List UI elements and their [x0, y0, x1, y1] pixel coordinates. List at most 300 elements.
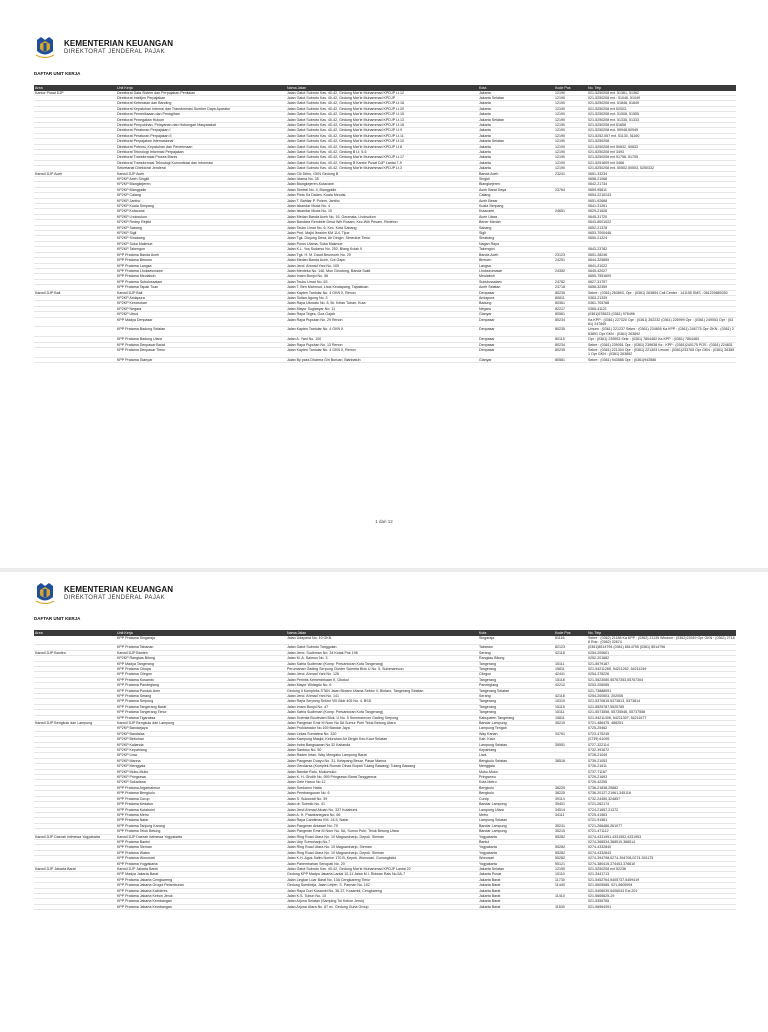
city-cell: Subulussalam — [478, 279, 554, 284]
postal-code-cell: 80581 — [554, 357, 587, 362]
phone-cell: (0361)8514794 (0361) 8514795 (0361) 8514796 — [587, 645, 736, 650]
postal-code-cell: 11730 — [554, 877, 587, 882]
unit-cell: Direktorat Penegakan Hukum — [116, 117, 286, 122]
address-cell: Jalan Utama No. 35 — [286, 177, 478, 182]
postal-code-cell: 12190 — [554, 122, 587, 127]
phone-cell: 0274-368534,368510,368514 — [587, 839, 736, 844]
city-cell: Jakarta Selatan — [478, 95, 554, 100]
address-cell: Jalan Teuku Umar No. 6, Kec. Kota Sabang — [286, 225, 478, 230]
address-cell: Jalan Medan Banda Aceh, Cot Gapu — [286, 258, 478, 263]
city-cell: Lampung Selatan — [478, 742, 554, 747]
city-cell: Bireuen — [478, 258, 554, 263]
city-cell: Tangerang Selatan — [478, 688, 554, 693]
address-cell: Jalan Gatot Subroto Kav. 40-42, Gedung B Lt. 5-6 — [286, 149, 478, 154]
postal-code-cell: 12190 — [554, 101, 587, 106]
unit-cell: Kanwil DJP Bengkulu dan Lampung — [116, 721, 286, 726]
postal-code-cell: 35215 — [554, 721, 587, 726]
phone-cell: 0654-2210243 — [587, 193, 736, 198]
unit-cell: KP2KP Lhoksukon — [116, 214, 286, 219]
address-cell: Jalan Gatot Subroto Kav. 40-42, Gedung Mar'ie Muhammad KPDJP Lt.10 — [286, 139, 478, 144]
city-cell: Banda Aceh — [478, 171, 554, 176]
unit-cell: Direktorat Intelijen Perpajakan — [116, 95, 286, 100]
unit-cell: KPP Pratama Lhokseumawe — [116, 268, 286, 273]
city-cell: Denpasar — [478, 337, 554, 342]
phone-cell: 021-5665625-29 — [587, 894, 736, 899]
unit-cell: KPP Madya Denpasar — [116, 317, 286, 327]
unit-cell: KPP Pratama Jakarta Kalideres — [116, 888, 286, 893]
unit-cell: KP2KP Jantho — [116, 198, 286, 203]
address-cell: Jalan Ring Road Utara No. 10 Maguwoharjo, Sleman — [286, 845, 478, 850]
phone-cell: 0651-33234 — [587, 171, 736, 176]
address-cell: Jalan Jend Ahmad Akuan No. 337 Kotabumi — [286, 807, 478, 812]
table-row — [34, 715, 736, 720]
address-cell: Jalan Panembahan Senopati No. 20 — [286, 861, 478, 866]
unit-cell: KPP Pratama Teluk Betung — [116, 829, 286, 834]
address-cell: Jalan Gatot Subroto Kav. 40-42, Gedung Mar'ie Muhammad KPDJP Lt.18 — [286, 101, 478, 106]
unit-cell: KPP Pratama Pandeglang — [116, 683, 286, 688]
city-cell: Tangerang — [478, 710, 554, 715]
postal-code-cell: 15811 — [554, 715, 587, 720]
unit-cell: Sekretariat Direktorat Jenderal — [116, 166, 286, 171]
address-cell: Jalan Iskandar Muda No. 4 — [286, 204, 478, 209]
city-cell: Banda Aceh — [478, 252, 554, 257]
city-cell: Denpasar — [478, 290, 554, 295]
city-cell: Curup — [478, 796, 554, 801]
phone-cell: 0736-20127,21961,345116 — [587, 791, 736, 796]
address-cell: Jalan Jend. Ahmad Yani No. 105 — [286, 263, 478, 268]
phone-cell: 0723-475245 — [587, 731, 736, 736]
address-cell: Jalan Kapten Tantular No. 4 GKN II, Renon — [286, 290, 478, 295]
postal-code-cell: 12190 — [554, 106, 587, 111]
phone-cell: 0274-4331951,4331952,4331953 — [587, 834, 736, 839]
city-cell: Aceh Selatan — [478, 285, 554, 290]
table-row — [34, 348, 736, 358]
column-header: Kota — [478, 85, 554, 91]
column-header: Nama Jalan — [286, 85, 478, 91]
city-cell: Metro — [478, 812, 554, 817]
address-cell: Jalan K.L. Yos Sudarso No. 252, Blang Kolak II — [286, 247, 478, 252]
city-cell: Bengkulu — [478, 791, 554, 796]
phone-cell: 021-5406039,5406043 Ext.201 — [587, 888, 736, 893]
unit-cell: KPP Pratama Tangerang Barat — [116, 704, 286, 709]
address-cell: Jalan Raya Uluwatu No. 8, Br. Kelan Tuban, Kuta — [286, 301, 478, 306]
phone-cell: 0651-92668 — [587, 198, 736, 203]
city-cell: Jakarta Barat — [478, 904, 554, 909]
address-cell: Jalan T. Ben Mahmud, Lhok Keutapang, Tapaktuan — [286, 285, 478, 290]
postal-code-cell: 11440 — [554, 883, 587, 888]
address-cell: Jalan Raya Puputan No. 29 Renon — [286, 317, 478, 327]
phone-cell: 0645-31720 — [587, 214, 736, 219]
address-cell: Jalan Perintis Kemerdekaan II, Cikokol — [286, 677, 478, 682]
unit-cell: KP2KP Amlapura — [116, 295, 286, 300]
unit-cell: KPP Pratama Pondok Aren — [116, 688, 286, 693]
table-row — [34, 357, 736, 362]
unit-cell: KPP Pratama Wonosari — [116, 856, 286, 861]
phone-cell: 0739-21053 — [587, 758, 736, 763]
address-cell: Jalan K.H. Agus Salim Nomor 170 B, Kepek, Wonosari, Gunungkidul — [286, 856, 478, 861]
unit-cell: Direktorat Teknologi Informasi Perpajakan — [116, 149, 286, 154]
city-cell: Lampung Selatan — [478, 818, 554, 823]
unit-cell: KPP Pratama Bantul — [116, 839, 286, 844]
unit-cell: Kanwil DJP Daerah Istimewa Yogyakarta — [116, 834, 286, 839]
postal-code-cell: 82217 — [554, 306, 587, 311]
address-cell: Jalan Iskandar Muda No. 10 — [286, 209, 478, 214]
postal-code-cell: 12190 — [554, 144, 587, 149]
postal-code-cell: 24352 — [554, 268, 587, 273]
postal-code-cell: 35215 — [554, 829, 587, 834]
ministry-logo-icon — [34, 582, 56, 606]
address-cell: Jalan Imam Bonjol No. 56 — [286, 274, 478, 279]
city-cell: Jakarta — [478, 149, 554, 154]
unit-cell: KP2KP Kepahiang — [116, 748, 286, 753]
phone-cell: 021-5250208 ext. 50502,50503, 5250332 — [587, 166, 736, 171]
postal-code-cell: 12190 — [554, 866, 587, 871]
address-cell: Jalan Lingkar Luar Barat No. 10A Cengkareng Timur — [286, 877, 478, 882]
phone-cell: 0254-376226 — [587, 672, 736, 677]
phone-cell: (0361)978523 (0361) 976496 — [587, 312, 736, 317]
table-row — [34, 101, 736, 106]
address-cell: Jalan Urip Sumoharjo No.7 — [286, 839, 478, 844]
phone-cell: 021-5250208 ext 51658 — [587, 122, 736, 127]
city-cell: Lhokseumawe — [478, 268, 554, 273]
unit-cell: KPP Pratama Denpasar Timur — [116, 348, 286, 358]
city-cell: Yogyakarta — [478, 845, 554, 850]
unit-cell: KPP Pratama Denpasar Barat — [116, 342, 286, 347]
postal-code-cell: 80361 — [554, 301, 587, 306]
column-header: Unit Kerja — [116, 630, 286, 636]
city-cell: Jakarta — [478, 128, 554, 133]
address-cell: Jalan M. A. Salmun No. 3 — [286, 656, 478, 661]
phone-cell: 021-5250208 ext 51756, 51755 — [587, 155, 736, 160]
phone-cell: 021-5523080,55767353,55767304 — [587, 677, 736, 682]
table-row — [34, 327, 736, 337]
postal-code-cell: 12190 — [554, 128, 587, 133]
postal-code-cell: 12190 — [554, 155, 587, 160]
address-cell: Jalan Gele Harun No 12 — [286, 780, 478, 785]
postal-code-cell: 55282 — [554, 845, 587, 850]
ministry-name: KEMENTERIAN KEUANGAN — [64, 39, 174, 48]
unit-cell: KPP Pratama Kotabumi — [116, 807, 286, 812]
postal-code-cell: 15811 — [554, 666, 587, 671]
phone-cell: 021-5250208 — [587, 139, 736, 144]
address-cell: Jalan Sentral No. 4, Blangpidie — [286, 187, 478, 192]
postal-code-cell: 24651 — [554, 209, 587, 214]
phone-cell: 0252-201682 — [587, 656, 736, 661]
column-header: Unit Kerja — [116, 85, 286, 91]
city-cell: Kepahiang — [478, 748, 554, 753]
postal-code-cell: 12190 — [554, 95, 587, 100]
unit-cell: KP2KP Bebuhan — [116, 737, 286, 742]
phone-cell: 0629-21628 — [587, 209, 736, 214]
unit-cell: KP2KP Negara — [116, 306, 286, 311]
phone-cell: 021-73888091 — [587, 688, 736, 693]
unit-cell: KPP Pratama Subulussalam — [116, 279, 286, 284]
phone-cell: 0363-21339 — [587, 295, 736, 300]
table-row — [34, 317, 736, 327]
unit-cell: KPP Pratama Argamakmur — [116, 785, 286, 790]
city-cell: Tabanan — [478, 645, 554, 650]
city-cell: Menggala — [478, 764, 554, 769]
postal-code-cell: 55282 — [554, 834, 587, 839]
postal-code-cell: 55282 — [554, 850, 587, 855]
phone-cell: 0627-31757 — [587, 279, 736, 284]
address-cell: Jalan Medan Banda Aceh No. 16, Geumata, Lhoksukon — [286, 214, 478, 219]
city-cell: Jakarta Barat — [478, 877, 554, 882]
city-cell: Serang — [478, 650, 554, 655]
unit-cell: KP2KP Sinabang — [116, 236, 286, 241]
area-cell: Kanwil DJP Bali — [34, 290, 116, 295]
address-cell: Jalan Kapten Tantular No. 4 GKN II, Renon — [286, 348, 478, 358]
address-cell: Jalan S. Sukowati No. 39 — [286, 796, 478, 801]
address-cell: Jalan Pangeran Emir M Noer No 5A Sumur Putri Teluk Betung Utara — [286, 721, 478, 726]
postal-code-cell: 55282 — [554, 856, 587, 861]
city-cell: Jakarta — [478, 122, 554, 127]
postal-code-cell: 80115 — [554, 337, 587, 342]
city-cell: Kota Metro — [478, 780, 554, 785]
phone-cell: 0656-32359 — [587, 285, 736, 290]
city-cell: Bantul — [478, 839, 554, 844]
area-cell — [34, 327, 116, 337]
address-cell: Gedung II Kompleks STAN Jalan Bintaro Utama Sektor V, Bintaro, Tangerang Selatan — [286, 688, 478, 693]
address-cell: Jalan Pangeran Antasari No. 79 — [286, 823, 478, 828]
postal-code-cell: 23718 — [554, 285, 587, 290]
unit-cell: KPP Pratama Serang — [116, 693, 286, 698]
unit-cell: KPP Pratama Curup — [116, 796, 286, 801]
phone-cell: 021-5573558, 55735548, 55737558 — [587, 710, 736, 715]
unit-cell: Direktorat Potensi, Kepatuhan dan Penerimaan — [116, 144, 286, 149]
city-cell: Sigli — [478, 231, 554, 236]
phone-cell: Ka KPP : (0361) 227320 Opr : (0361) 262232 (0361) 226999 Opr : (0361) 249053 Opr : (0361) 247849 — [587, 317, 736, 327]
unit-cell: Direktorat Penyuluhan, Pelayanan dan Hubungan Masyarakat — [116, 122, 286, 127]
city-cell: Yogyakarta — [478, 850, 554, 855]
phone-cell: 0650-21224 — [587, 236, 736, 241]
table-row — [34, 856, 736, 861]
address-cell: Jalan Prof. Majid Ibrahim KM 114, Tijue — [286, 231, 478, 236]
address-cell: Jalan Proklamator No.169 Bandar Jaya — [286, 726, 478, 731]
table-row — [34, 166, 736, 171]
address-cell: Jalan Mayor Widagdo No. 6 — [286, 683, 478, 688]
address-cell: Jalan Bandara Rembele Desa Wih Rosam, Kec.Wih Pesam, Redelon — [286, 220, 478, 225]
city-cell: Tangerang — [478, 666, 554, 671]
phone-cell: 021-5250208 ext : 51046, 51049 — [587, 95, 736, 100]
city-cell: Jakarta — [478, 101, 554, 106]
unit-cell: KP2KP Takengon — [116, 247, 286, 252]
city-cell: Aceh Besar — [478, 198, 554, 203]
postal-code-cell: 10110 — [554, 872, 587, 877]
area-cell: Kanwil DJP Bengkulu dan Lampung — [34, 721, 116, 726]
postal-code-cell: 12190 — [554, 133, 587, 138]
unit-cell: Kanwil DJP Aceh — [116, 171, 286, 176]
city-cell: Jakarta — [478, 166, 554, 171]
address-cell: Jalan Pangeran Duayu No. 31, Ketapang Besar, Pasar Manna — [286, 758, 478, 763]
address-cell: Jalan Pembangunan No. 6 — [286, 791, 478, 796]
unit-cell: KPP Pratama Jakarta Kembangan — [116, 904, 286, 909]
unit-cell: KP2KP Kerobokan — [116, 301, 286, 306]
city-cell: Jakarta Selatan — [478, 866, 554, 871]
unit-cell: KP2KP Bandalas — [116, 731, 286, 736]
phone-cell: (0739) 61095 — [587, 737, 736, 742]
phone-cell: 021-5250208 ext 52236 — [587, 866, 736, 871]
city-cell: Kab. Kaur — [478, 737, 554, 742]
unit-cell: KPP Pratama Metro — [116, 812, 286, 817]
postal-code-cell: 34111 — [554, 812, 587, 817]
address-cell: Jalan Raya Serpong Sektor VIII Blok 405 No. 4, BSD — [286, 699, 478, 704]
city-cell: Bandar Lampung — [478, 823, 554, 828]
address-cell: Jalan Satria Sudirman (Komp. Perkantoran Kota Tangerang) — [286, 710, 478, 715]
unit-cell: Kanwil DJP Bali — [116, 290, 286, 295]
unit-cell: KP2KP Blangkejeren — [116, 182, 286, 187]
city-cell: Serang — [478, 693, 554, 698]
phone-cell: Sekre : (0361) 263893, Opr : (0361) 263894 Call Center : 141155 SMS : 081229889250 — [587, 290, 736, 295]
unit-cell: KPP Pratama Tangerang Timur — [116, 710, 286, 715]
postal-code-cell: 80235 — [554, 327, 587, 337]
address-cell: Jalan Sultan Agung No. 3 — [286, 295, 478, 300]
column-header: Kode Pos — [554, 630, 587, 636]
phone-cell: 0365-41121 — [587, 306, 736, 311]
unit-cell: KP2KP Liwa — [116, 753, 286, 758]
ministry-logo-icon — [34, 36, 56, 60]
city-cell: Gianyar — [478, 312, 554, 317]
unit-cell: KPP Pratama Cilegon — [116, 672, 286, 677]
city-cell: Aceh Barat Daya — [478, 187, 554, 192]
table-row — [34, 91, 736, 96]
address-cell: Jalan Tgk. H. M. Daud Beureueh No. 20 — [286, 252, 478, 257]
phone-cell: 0651-28246 — [587, 252, 736, 257]
address-cell: Jalan A. Yani No. 100 — [286, 337, 478, 342]
address-cell: Jalan Gatot Subroto Kav. 40-42, Gedung Mar'ie Muhammad KPDJP Lt.13 — [286, 117, 478, 122]
unit-cell: KPP Pratama Jakarta Kembangan — [116, 899, 286, 904]
postal-code-cell: 12190 — [554, 112, 587, 117]
address-cell: Jalan Gatot Subroto Kav. 40-42, Gedung Mar'ie Muhammad KPDJP — [286, 95, 478, 100]
unit-cell: KPP Pratama Banda Aceh — [116, 252, 286, 257]
postal-code-cell: 11410 — [554, 894, 587, 899]
address-cell: Jalan Blangkejeren-Kutacane — [286, 182, 478, 187]
city-cell: Lampung Tengah — [478, 726, 554, 731]
address-cell: Jalan Gatot Subroto Kav. 40-42, Gedung Mar'ie Muhammad KPDJP Lt.11 — [286, 133, 478, 138]
unit-cell: KPP Pratama Tanjung Karang — [116, 823, 286, 828]
unit-cell: KPP Pratama Cikupa — [116, 666, 286, 671]
address-cell: Jalan Raya Teges, Goa Gajah — [286, 312, 478, 317]
city-cell: Jakarta — [478, 91, 554, 96]
unit-cell: KPP Pratama Wates — [116, 850, 286, 855]
city-cell: Negara — [478, 306, 554, 311]
unit-cell: KPP Pratama Badung Selatan — [116, 327, 286, 337]
address-cell: Jalan Satria Sudirman (Komp. Perkantoran Kota Tangerang) — [286, 661, 478, 666]
city-cell: Tangerang — [478, 661, 554, 666]
city-cell: Jakarta Selatan — [478, 139, 554, 144]
area-cell: Kanwil DJP Aceh — [34, 171, 116, 176]
table-row — [34, 144, 736, 149]
city-cell: Pringsewu — [478, 775, 554, 780]
unit-cell: Direktorat Peraturan Perpajakan II — [116, 133, 286, 138]
phone-cell: 0644-325859 — [587, 258, 736, 263]
phone-cell: 0729-21693 — [587, 775, 736, 780]
phone-cell: 0728-21049 — [587, 753, 736, 758]
address-cell: Gedung KPP Madya Jakarta Lantai 10-11 Jalan M.I. Ridwan Rais No.5A-7 — [286, 872, 478, 877]
address-cell: Jalan Raya Duri Kosambi No. 36-37, Kosambi, Cengkareng — [286, 888, 478, 893]
city-cell: Jakarta Pusat — [478, 872, 554, 877]
phone-cell: 0725-25462 — [587, 726, 736, 731]
directorate-name: DIREKTORAT JENDERAL PAJAK — [64, 595, 166, 601]
phone-cell: 0721-262174 — [587, 802, 736, 807]
city-cell: Wonosari — [478, 856, 554, 861]
phone-cell: Sekre : (0361) 239051 Opr : (0361) 239638 Ks : KPP : (0361)240175 POS : (0361) 224831 — [587, 342, 736, 347]
phone-cell: 021-56964391 — [587, 904, 736, 909]
city-cell: Sinabang — [478, 236, 554, 241]
city-cell: Denpasar — [478, 348, 554, 358]
unit-cell: Kanwil DJP Jakarta Barat — [116, 866, 286, 871]
address-cell: Jalan Jend. Ahmad Yani No. 126 — [286, 672, 478, 677]
phone-cell: 0643-8001022 — [587, 220, 736, 225]
postal-code-cell: 23123 — [554, 252, 587, 257]
city-cell: Bandar Lampung — [478, 802, 554, 807]
unit-cell: Direktorat Pemeriksaan dan Penagihan — [116, 112, 286, 117]
unit-cell: Direktorat Perpajakan Internasional — [116, 139, 286, 144]
postal-code-cell: 80234 — [554, 342, 587, 347]
phone-cell: 021-5250208 ext. 51846, 51849 — [587, 101, 736, 106]
unit-cell: KP2KP Rangkas Bitung — [116, 656, 286, 661]
unit-cell: KPP Pratama Kedaton — [116, 802, 286, 807]
postal-code-cell: 15111 — [554, 710, 587, 715]
phone-cell: 0724-21657,21372 — [587, 807, 736, 812]
table-row — [34, 112, 736, 117]
city-cell: Tangerang — [478, 677, 554, 682]
address-cell: Jalan Jend. Ahmad Yani No. 141 — [286, 693, 478, 698]
postal-code-cell: 12190 — [554, 160, 587, 165]
city-cell: Lampung Utara — [478, 807, 554, 812]
city-cell: Jakarta Barat — [478, 894, 554, 899]
city-cell: Jakarta — [478, 155, 554, 160]
city-cell: Kuala Simpang — [478, 204, 554, 209]
unit-cell: KP2KP Kuala Simpang — [116, 204, 286, 209]
phone-cell: 0721-91581 — [587, 818, 736, 823]
phone-cell: 021-5452764,5405737,5459419 — [587, 877, 736, 882]
address-cell: Jalan Pinto Sa Dalam, Kuala Meurisi, — [286, 193, 478, 198]
phone-cell: 0727-322114 — [587, 742, 736, 747]
city-cell: Singkil — [478, 177, 554, 182]
phone-cell: 021-54211265, 54211262, 54211249 — [587, 666, 736, 671]
phone-cell: Opr : (0361) 239553 Sekr : (0361) 7804482 Ka KPP : (0361) 7804483 — [587, 337, 736, 342]
unit-cell: KPP Madya Tangerang — [116, 661, 286, 666]
area-cell — [34, 904, 116, 909]
phone-cell: 021-5250208 ext. 50948,50949 — [587, 128, 736, 133]
address-cell: Jalan Santoso No. 50 — [286, 748, 478, 753]
city-cell: Blangkejeren — [478, 182, 554, 187]
unit-cell: KP2KP Sukadana — [116, 780, 286, 785]
area-cell: Kanwil DJP Daerah Istimewa Yogyakarta — [34, 834, 116, 839]
unit-table — [34, 630, 736, 910]
city-cell: Takengon — [478, 247, 554, 252]
phone-cell: 0641-31261 — [587, 204, 736, 209]
table-row — [34, 133, 736, 138]
address-cell: Jalan K. H. Gholib No. 959 Pringsewu Barat Tanggamus — [286, 775, 478, 780]
address-cell: Jalan Gatot Subroto Kav. 40-42, Gedung Mar'ie Muhammad KPDJP Lt.17 — [286, 155, 478, 160]
postal-code-cell: 42441 — [554, 672, 587, 677]
address-cell: Jalan A. H. Prawiranegara No. 66 — [286, 812, 478, 817]
phone-cell: 0725-41563 — [587, 812, 736, 817]
unit-cell: KPP Pratama Singaraja — [116, 636, 286, 645]
city-cell: Pandeglang — [478, 683, 554, 688]
address-cell: Jalan Tgk. Diujung Desa, Air Dingin, Simeulue Timur — [286, 236, 478, 241]
postal-code-cell: 24251 — [554, 258, 587, 263]
unit-cell: KP2KP Sigli — [116, 231, 286, 236]
postal-code-cell: 55121 — [554, 861, 587, 866]
city-cell: Rangkas Bitung — [478, 656, 554, 661]
column-header: Kota — [478, 630, 554, 636]
table-row — [34, 155, 736, 160]
phone-cell: 021-5252.057 ext. 51130, 51160 — [587, 133, 736, 138]
city-cell: Aceh Utara — [478, 214, 554, 219]
